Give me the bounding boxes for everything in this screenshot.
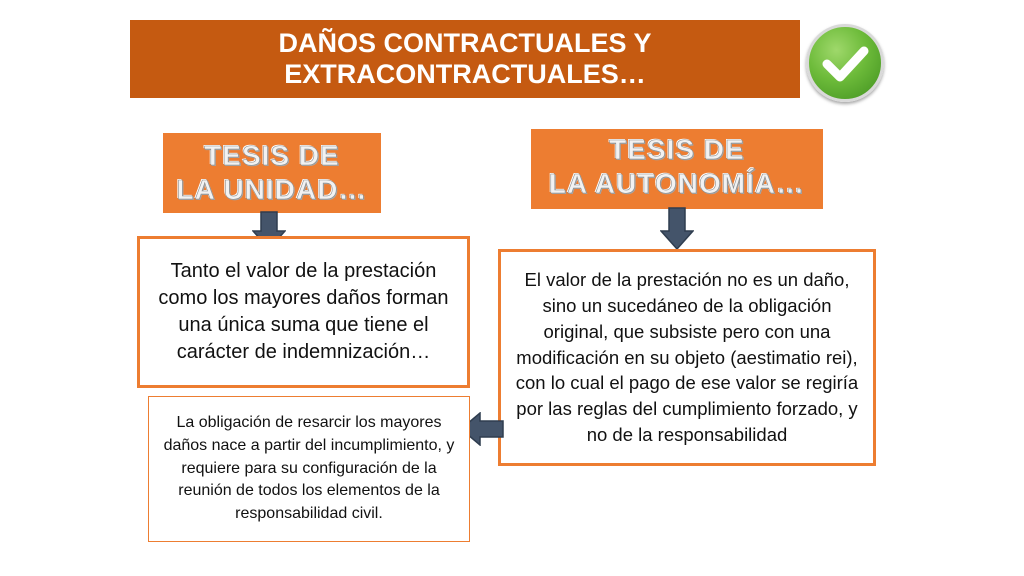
thesis-unidad-heading: TESIS DE LA UNIDAD… xyxy=(163,133,381,213)
down-arrow-icon xyxy=(660,207,694,251)
conclusion-text: La obligación de resarcir los mayores daños nace a partir del incumplimiento, y requiere para su configuración de la reunión de todos los elementos de la responsabilidad civil. xyxy=(163,414,455,523)
thesis-unidad-text: Tanto el valor de la prestación como los mayores daños forman una única suma que tiene el carácter de indemnización… xyxy=(158,260,449,363)
conclusion-box xyxy=(148,396,470,542)
title-banner xyxy=(130,20,800,98)
page-title: DAÑOS CONTRACTUALES Y EXTRACONTRACTUALES… xyxy=(278,27,652,89)
checkmark-icon xyxy=(806,24,884,102)
thesis-autonomia-heading: TESIS DE LA AUTONOMÍA… xyxy=(531,129,823,209)
thesis-autonomia-text: El valor de la prestación no es un daño, sino un sucedáneo de la obligación original, que subsiste pero con una modificación en su objeto (aestimatio rei), con lo cual el pago de ese valor se regiría por las reglas del cumplimiento forzado, y no de la responsabilidad xyxy=(515,268,859,446)
thesis-autonomia-box xyxy=(498,249,876,466)
thesis-unidad-box xyxy=(137,236,470,388)
